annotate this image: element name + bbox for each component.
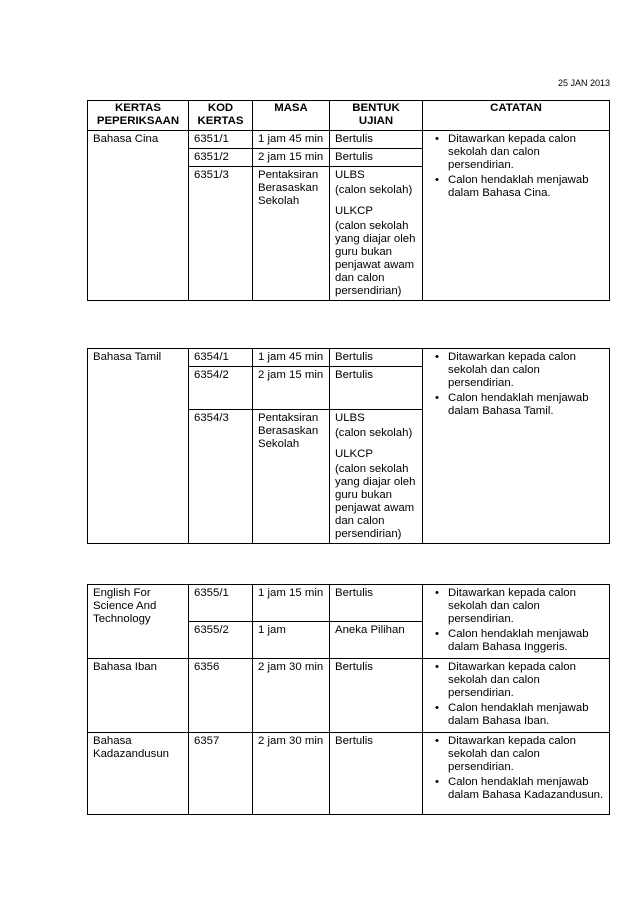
paper-form [330, 410, 423, 544]
note-item: • Calon hendaklah menjawab dalam Bahasa Iban. [448, 702, 604, 728]
notes-cell [423, 659, 610, 733]
paper-form: Bertulis [330, 585, 423, 622]
paper-code: 6355/2 [189, 622, 253, 659]
table-row [88, 733, 610, 815]
exam-table-tamil [87, 348, 610, 544]
table-row [88, 585, 610, 622]
header-kertas: KERTAS PEPERIKSAAN [88, 101, 189, 131]
notes-list [428, 735, 604, 802]
header-catatan: CATATAN [423, 101, 610, 131]
subject-name: Bahasa Kadazandusun [88, 733, 189, 815]
paper-form: Bertulis [330, 367, 423, 410]
form-ulbs: ULBS [335, 169, 365, 181]
document-date: 25 JAN 2013 [557, 78, 610, 88]
paper-form: Bertulis [330, 349, 423, 367]
paper-time: 2 jam 15 min [253, 149, 330, 167]
form-ulkcp: ULKCP [335, 448, 373, 460]
paper-code: 6354/2 [189, 367, 253, 410]
table-row [88, 349, 610, 367]
paper-time: 1 jam 45 min [253, 131, 330, 149]
notes-cell [423, 131, 610, 301]
note-item: • Calon hendaklah menjawab dalam Bahasa Cina. [448, 174, 604, 200]
paper-form: Bertulis [330, 131, 423, 149]
paper-code: 6351/3 [189, 167, 253, 301]
paper-code: 6351/1 [189, 131, 253, 149]
paper-code: 6357 [189, 733, 253, 815]
form-ulbs: ULBS [335, 412, 365, 424]
note-item: • Calon hendaklah menjawab dalam Bahasa Inggeris. [448, 628, 604, 654]
table-row [88, 131, 610, 149]
subject-name: Bahasa Iban [88, 659, 189, 733]
note-item: • Ditawarkan kepada calon sekolah dan calon persendirian. [448, 661, 604, 700]
paper-code: 6351/2 [189, 149, 253, 167]
notes-cell [423, 349, 610, 544]
form-ulkcp: ULKCP [335, 205, 373, 217]
header-masa: MASA [253, 101, 330, 131]
paper-time: 2 jam 30 min [253, 733, 330, 815]
paper-time: 1 jam [253, 622, 330, 659]
notes-list [428, 133, 604, 200]
paper-time: 2 jam 15 min [253, 367, 330, 410]
paper-code: 6354/3 [189, 410, 253, 544]
paper-form: Bertulis [330, 149, 423, 167]
paper-code: 6356 [189, 659, 253, 733]
paper-form [330, 167, 423, 301]
notes-list [428, 587, 604, 654]
table-row [88, 659, 610, 733]
note-item: • Ditawarkan kepada calon sekolah dan calon persendirian. [448, 587, 604, 626]
paper-time: 1 jam 45 min [253, 349, 330, 367]
header-kod: KOD KERTAS [189, 101, 253, 131]
table-header-row [88, 101, 610, 131]
notes-list [428, 351, 604, 418]
paper-form: Bertulis [330, 659, 423, 733]
paper-code: 6354/1 [189, 349, 253, 367]
notes-cell [423, 585, 610, 659]
header-bentuk: BENTUK UJIAN [330, 101, 423, 131]
exam-table-kadazandusun [87, 732, 610, 815]
paper-time: Pentaksiran Berasaskan Sekolah [253, 167, 330, 301]
paper-form: Bertulis [330, 733, 423, 815]
paper-time: 2 jam 30 min [253, 659, 330, 733]
subject-name: Bahasa Cina [88, 131, 189, 301]
form-ulbs-desc: (calon sekolah) [335, 427, 413, 439]
paper-time: Pentaksiran Berasaskan Sekolah [253, 410, 330, 544]
subject-name: Bahasa Tamil [88, 349, 189, 544]
note-item: • Ditawarkan kepada calon sekolah dan calon persendirian. [448, 735, 604, 774]
subject-name: English For Science And Technology [88, 585, 189, 659]
form-ulkcp-desc: (calon sekolah yang diajar oleh guru bukan penjawat awam dan calon persendirian) [335, 463, 416, 540]
exam-table-iban [87, 658, 610, 733]
exam-table-english [87, 584, 610, 659]
note-item: • Calon hendaklah menjawab dalam Bahasa Kadazandusun. [448, 776, 604, 802]
note-item: • Ditawarkan kepada calon sekolah dan calon persendirian. [448, 133, 604, 172]
paper-code: 6355/1 [189, 585, 253, 622]
notes-list [428, 661, 604, 728]
note-item: • Calon hendaklah menjawab dalam Bahasa Tamil. [448, 392, 604, 418]
form-ulkcp-desc: (calon sekolah yang diajar oleh guru bukan penjawat awam dan calon persendirian) [335, 220, 416, 297]
notes-cell [423, 733, 610, 815]
form-ulbs-desc: (calon sekolah) [335, 184, 413, 196]
note-item: • Ditawarkan kepada calon sekolah dan calon persendirian. [448, 351, 604, 390]
paper-form: Aneka Pilihan [330, 622, 423, 659]
exam-table-cina [87, 100, 610, 301]
paper-time: 1 jam 15 min [253, 585, 330, 622]
